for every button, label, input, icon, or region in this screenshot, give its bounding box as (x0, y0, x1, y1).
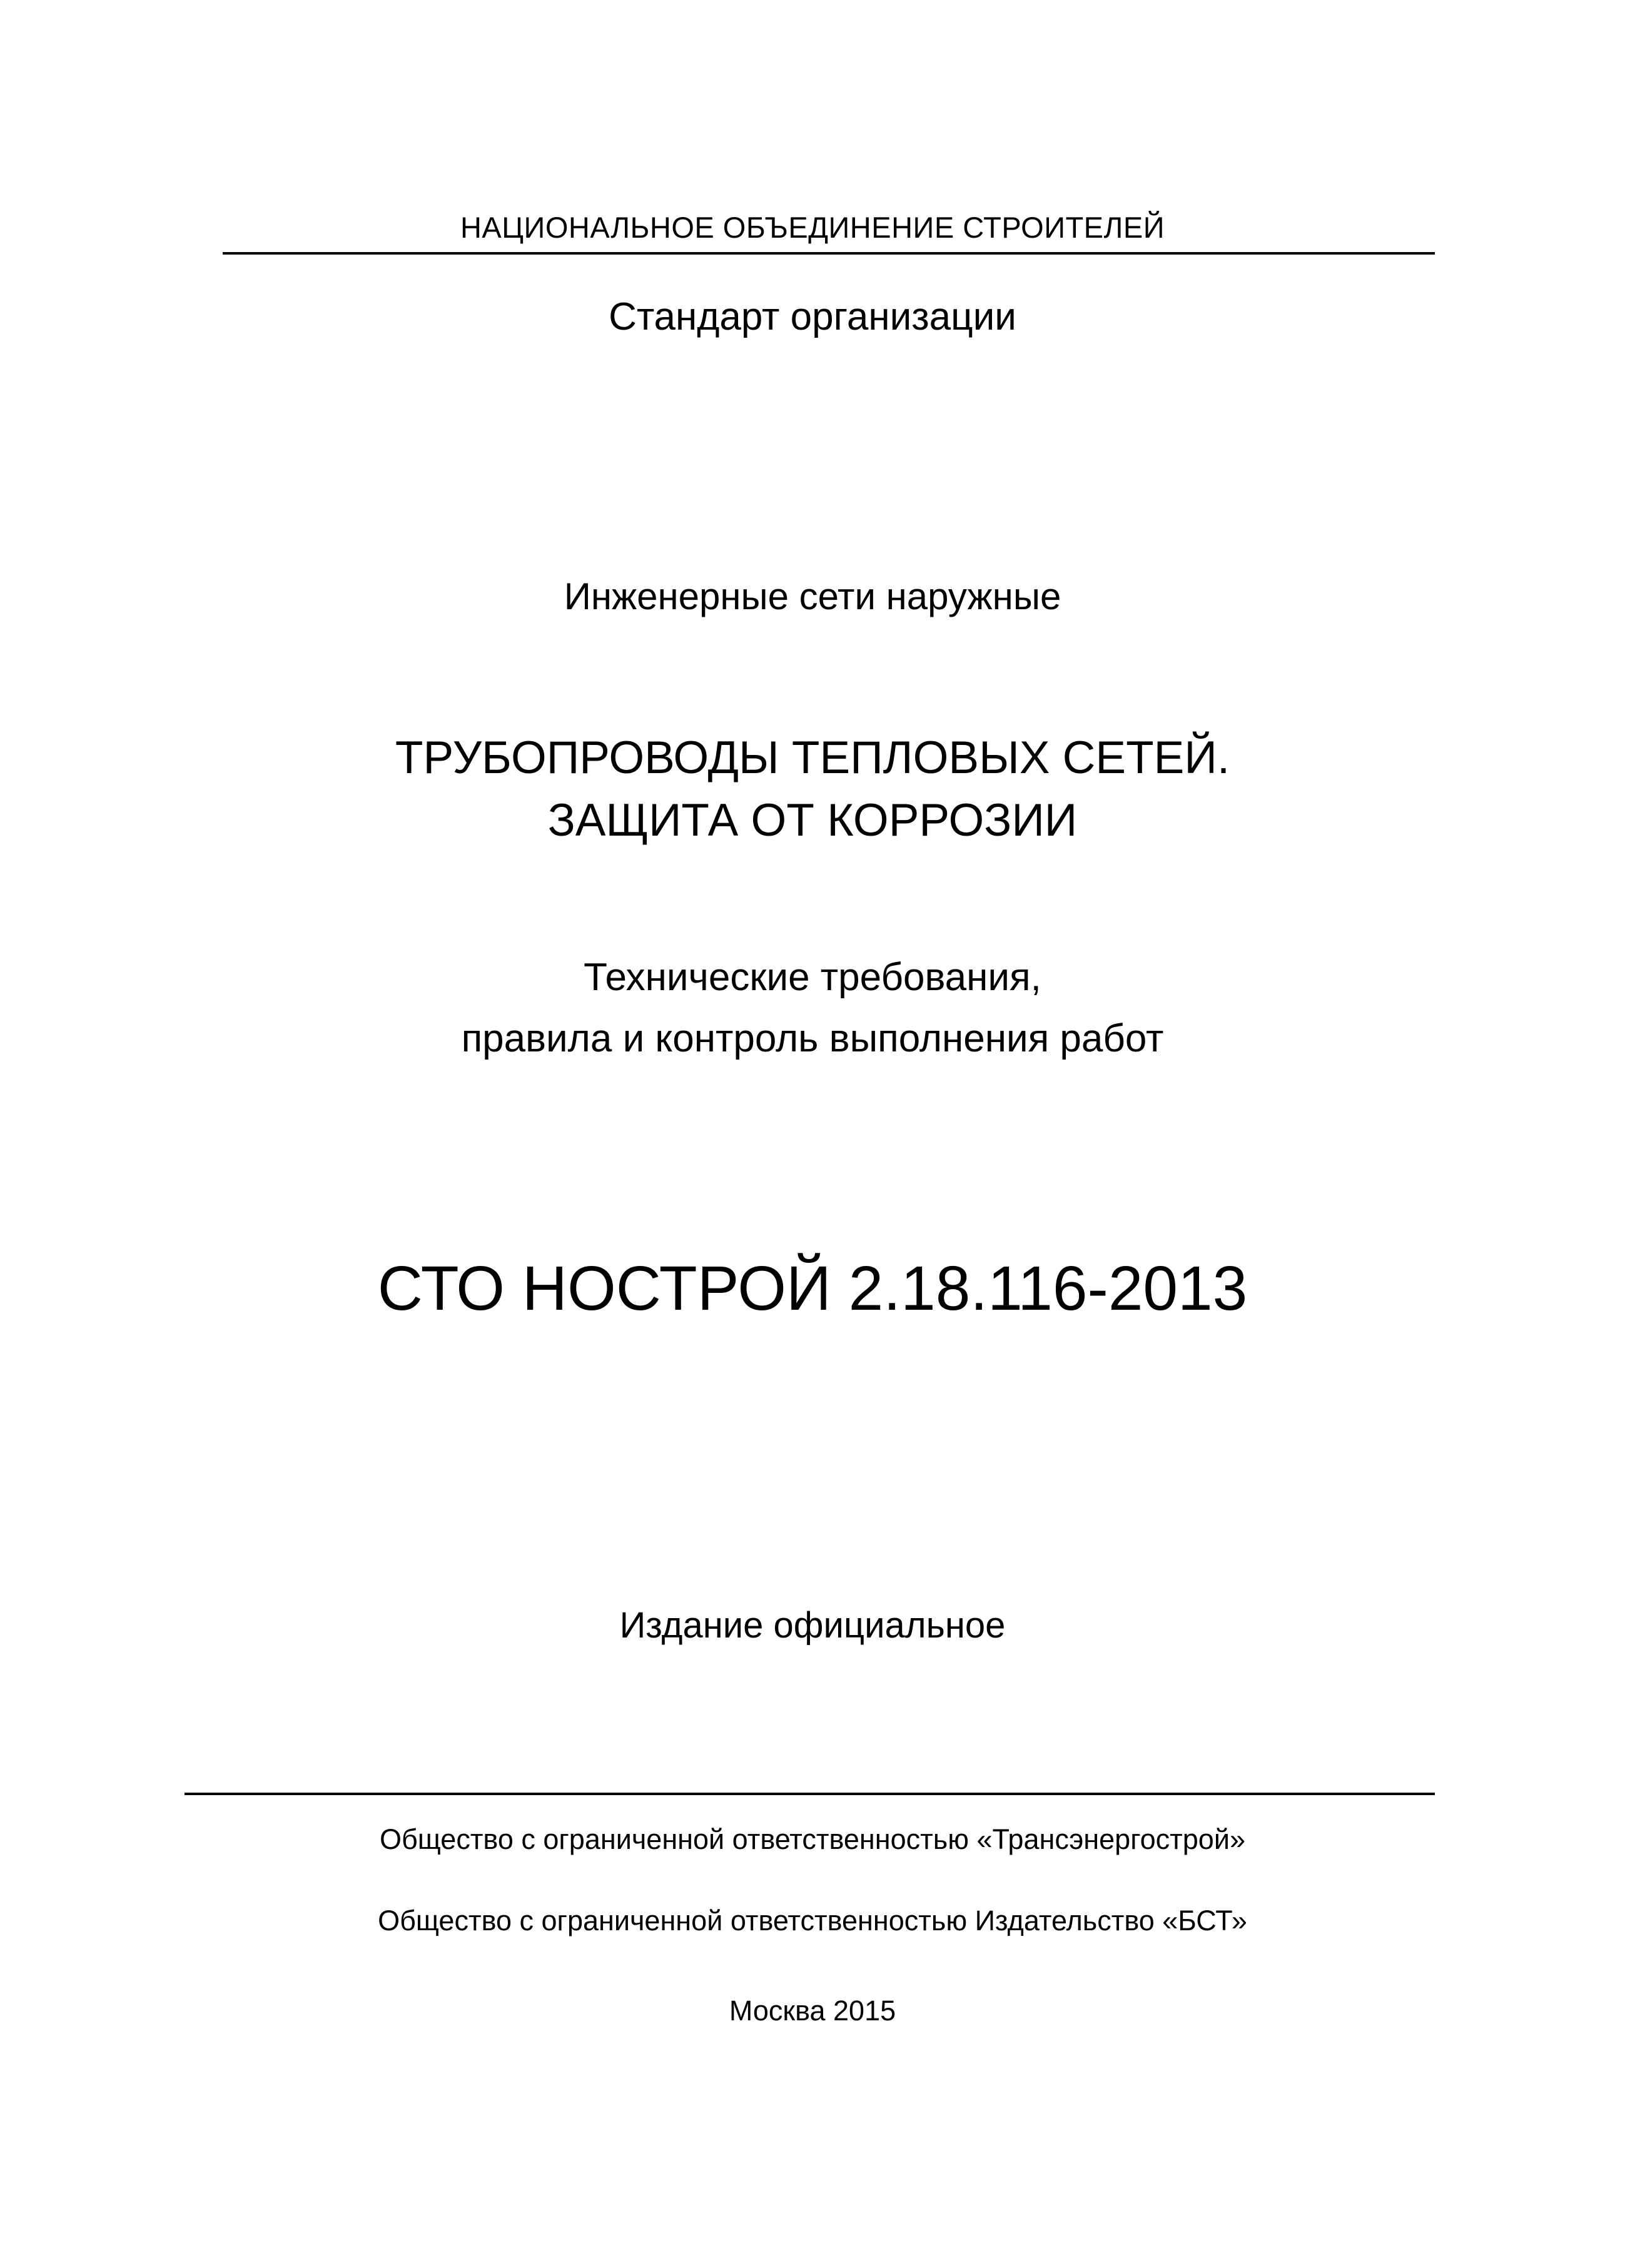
footer-divider (185, 1793, 1435, 1795)
document-subtitle-line-2: правила и контроль выполнения работ (461, 1017, 1164, 1060)
publisher-2: Общество с ограниченной ответственностью Издательство «БСТ» (378, 1905, 1247, 1936)
document-subtitle-line-1: Технические требования, (584, 956, 1041, 999)
publisher-1: Общество с ограниченной ответственностью «Трансэнергострой» (380, 1823, 1245, 1855)
document-title-line-1: ТРУБОПРОВОДЫ ТЕПЛОВЫХ СЕТЕЙ. (395, 732, 1230, 783)
edition-label: Издание официальное (619, 1605, 1006, 1646)
header-divider (223, 252, 1435, 255)
document-code: СТО НОСТРОЙ 2.18.116-2013 (377, 1253, 1248, 1324)
organization-name: НАЦИОНАЛЬНОЕ ОБЪЕДИНЕНИЕ СТРОИТЕЛЕЙ (460, 211, 1165, 244)
document-category: Инженерные сети наружные (564, 575, 1061, 617)
document-title-line-2: ЗАЩИТА ОТ КОРРОЗИИ (547, 795, 1078, 846)
city-year: Москва 2015 (729, 1995, 896, 2027)
standard-type: Стандарт организации (609, 295, 1016, 338)
